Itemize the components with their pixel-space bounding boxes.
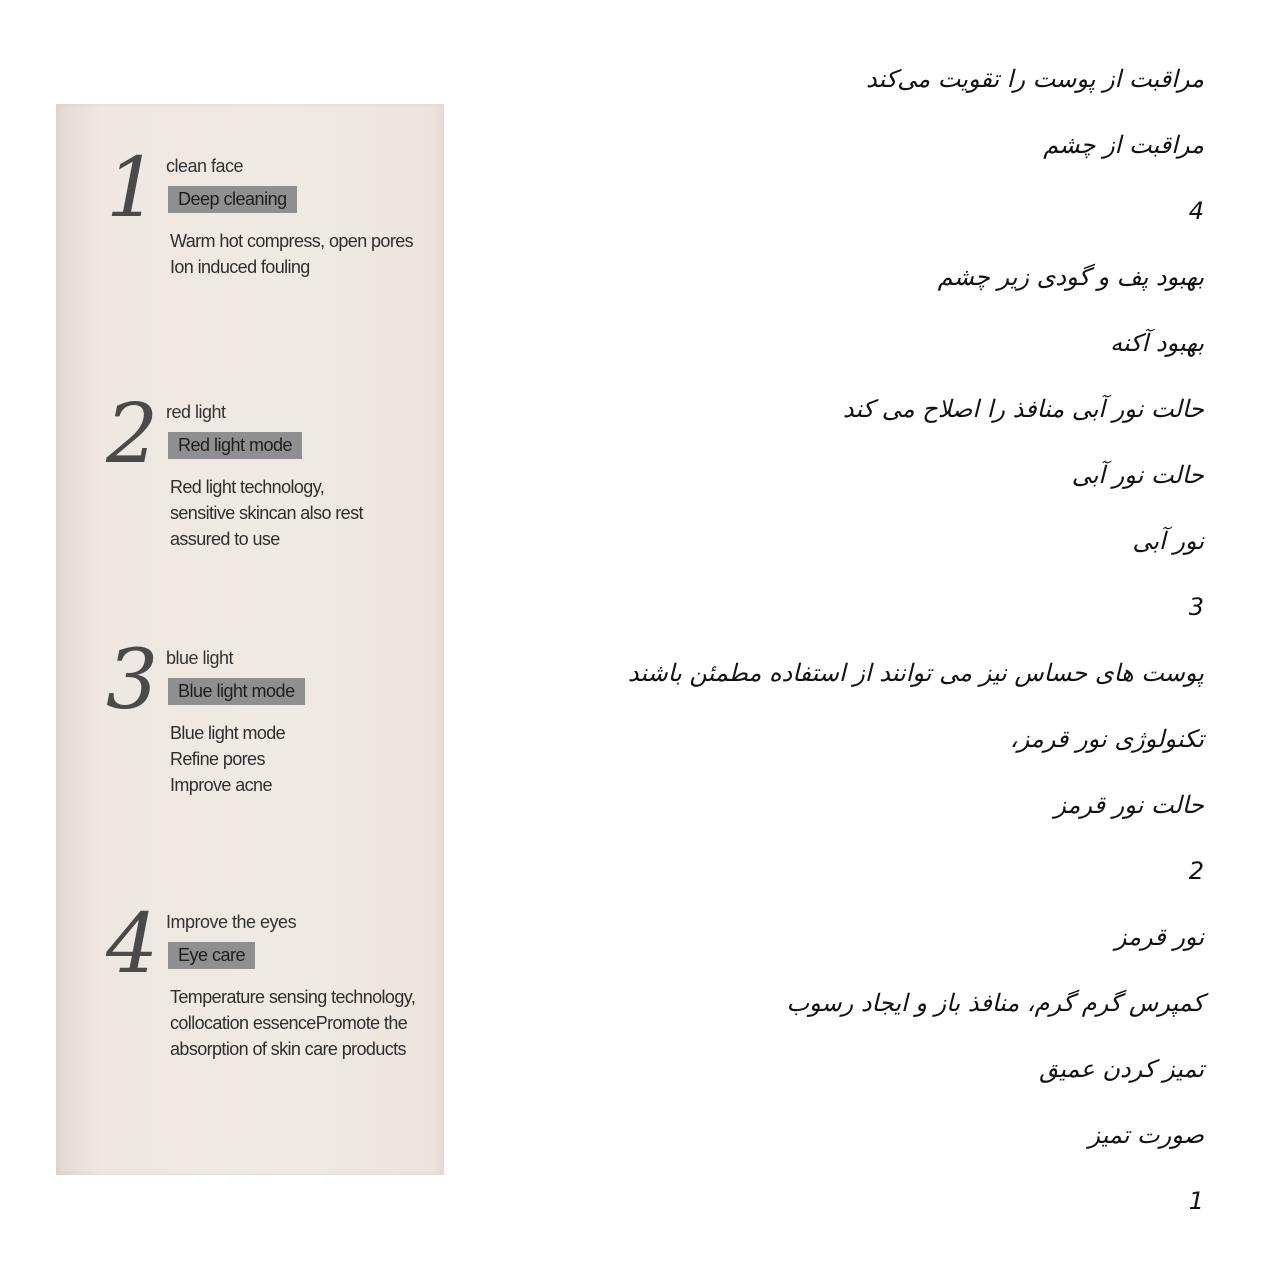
step-title: red light	[166, 402, 226, 422]
description-line: Improve acne	[170, 775, 272, 795]
description-line: Refine pores	[170, 749, 265, 769]
translation-line: 1	[1188, 1187, 1204, 1215]
step-number: 1	[106, 141, 159, 236]
step-title: clean face	[166, 156, 244, 176]
translation-line: نور آبی	[1132, 527, 1204, 555]
description-line: assured to use	[170, 529, 280, 549]
translation-line: حالت نور آبی منافذ را اصلاح می کند	[842, 395, 1204, 423]
translation-line: حالت نور آبی	[1071, 461, 1204, 489]
description-line: Warm hot compress, open pores	[170, 231, 414, 251]
persian-translation-list	[564, 52, 1204, 1240]
step-number: 3	[106, 633, 159, 728]
translation-line: تمیز کردن عمیق	[1039, 1055, 1204, 1083]
translation-line: بهبود پف و گودی زیر چشم	[937, 263, 1204, 291]
step-badge: Blue light mode	[168, 678, 305, 705]
description-line: Temperature sensing technology,	[170, 987, 416, 1007]
step-title: blue light	[166, 648, 234, 668]
description-line: absorption of skin care products	[170, 1039, 406, 1059]
translation-line: صورت تمیز	[1088, 1121, 1204, 1149]
translation-line: 2	[1188, 857, 1204, 885]
product-instruction-photo	[56, 104, 444, 1175]
translation-line: بهبود آکنه	[1110, 329, 1204, 357]
translation-line: مراقبت از پوست را تقویت می‌کند	[865, 65, 1204, 93]
translation-line: مراقبت از چشم	[1043, 131, 1204, 159]
step-badge: Deep cleaning	[168, 186, 297, 213]
step-title: Improve the eyes	[166, 912, 297, 932]
step-badge: Red light mode	[168, 432, 302, 459]
step-badge: Eye care	[168, 942, 255, 969]
description-line: Red light technology,	[170, 477, 325, 497]
translation-line: 3	[1188, 593, 1204, 621]
step-description	[170, 228, 440, 280]
step-number: 4	[106, 897, 159, 992]
description-line: sensitive skincan also rest	[170, 503, 363, 523]
translation-line: کمپرس گرم گرم، منافذ باز و ایجاد رسوب	[786, 989, 1204, 1017]
step-description	[170, 720, 440, 798]
description-line: Ion induced fouling	[170, 257, 310, 277]
description-line: collocation essencePromote the	[170, 1013, 408, 1033]
step-description	[170, 474, 440, 552]
translation-line: حالت نور قرمز	[1054, 791, 1204, 819]
translation-line: نور قرمز	[1114, 923, 1204, 951]
translation-line: پوست های حساس نیز می توانند از استفاده مطمئن باشند	[627, 659, 1204, 687]
translation-line: 4	[1188, 197, 1204, 225]
step-number: 2	[106, 387, 159, 482]
translation-line: تکنولوژی نور قرمز،	[1009, 725, 1204, 753]
step-description	[170, 984, 440, 1062]
description-line: Blue light mode	[170, 723, 286, 743]
